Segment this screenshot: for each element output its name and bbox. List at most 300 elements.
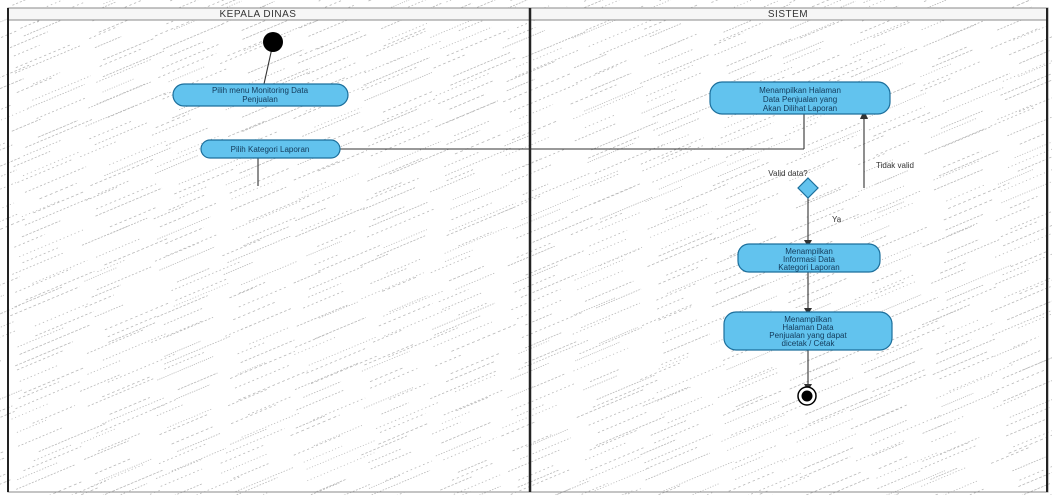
texture-stroke: [1011, 251, 1049, 267]
texture-stroke: [658, 134, 690, 147]
texture-stroke: [876, 141, 909, 155]
texture-stroke: [1007, 408, 1050, 426]
texture-stroke: [924, 25, 977, 47]
texture-stroke: [160, 415, 208, 435]
texture-stroke: [875, 471, 945, 495]
texture-stroke: [575, 342, 620, 361]
texture-stroke: [16, 465, 75, 490]
texture-stroke: [362, 273, 424, 299]
texture-stroke: [389, 23, 427, 39]
texture-stroke: [363, 109, 418, 132]
texture-stroke: [653, 90, 717, 117]
texture-stroke: [663, 65, 692, 77]
texture-stroke: [318, 245, 382, 272]
texture-stroke: [512, 121, 557, 140]
texture-stroke: [997, 105, 1031, 119]
texture-stroke: [854, 191, 920, 219]
texture-stroke: [296, 390, 344, 410]
texture-stroke: [444, 390, 503, 415]
texture-stroke: [933, 352, 988, 375]
texture-stroke: [302, 209, 353, 231]
end-node-core: [802, 391, 813, 402]
texture-stroke: [17, 420, 46, 432]
texture-stroke: [233, 302, 276, 320]
texture-stroke: [1020, 133, 1046, 144]
texture-stroke: [571, 212, 625, 235]
texture-stroke: [449, 203, 515, 231]
texture-stroke: [377, 236, 425, 256]
texture-stroke: [585, 281, 633, 301]
texture-stroke: [108, 316, 157, 337]
texture-stroke: [363, 188, 416, 210]
texture-stroke: [657, 387, 690, 401]
texture-stroke: [302, 112, 360, 136]
texture-stroke: [736, 395, 763, 407]
texture-stroke: [992, 370, 1046, 393]
texture-stroke: [450, 58, 515, 85]
activity-a5-line-4: dicetak / Cetak: [781, 339, 835, 348]
texture-stroke: [713, 162, 769, 186]
activity-a3-line-3: Akan Dilihat Laporan: [762, 104, 838, 113]
texture-stroke: [581, 303, 640, 328]
texture-stroke: [85, 295, 114, 307]
texture-stroke: [714, 33, 743, 45]
texture-stroke: [159, 247, 214, 270]
texture-stroke: [17, 78, 52, 93]
texture-stroke: [235, 365, 290, 388]
texture-stroke: [599, 327, 638, 343]
texture-stroke: [656, 283, 696, 300]
texture-stroke: [98, 433, 141, 451]
texture-stroke: [309, 337, 377, 365]
texture-stroke: [574, 298, 615, 315]
texture-stroke: [34, 488, 97, 495]
texture-stroke: [241, 309, 291, 330]
texture-stroke: [360, 254, 388, 266]
texture-stroke: [943, 481, 978, 495]
texture-stroke: [599, 213, 640, 230]
texture-stroke: [585, 443, 625, 460]
texture-stroke: [657, 364, 727, 393]
texture-stroke: [598, 412, 646, 432]
texture-stroke: [647, 89, 678, 102]
texture-stroke: [309, 266, 364, 289]
texture-stroke: [25, 119, 92, 147]
texture-stroke: [164, 308, 203, 325]
texture-stroke: [0, 109, 28, 136]
texture-stroke: [510, 84, 578, 112]
texture-stroke: [296, 416, 325, 428]
texture-stroke: [291, 415, 340, 436]
texture-stroke: [511, 0, 552, 1]
texture-stroke: [306, 348, 366, 373]
activity-a1-line-1: Pilih menu Monitoring Data: [211, 86, 309, 95]
texture-stroke: [16, 382, 80, 409]
texture-stroke: [229, 287, 254, 298]
texture-stroke: [366, 31, 425, 56]
texture-stroke: [19, 229, 85, 257]
texture-stroke: [82, 226, 128, 245]
texture-stroke: [921, 112, 948, 123]
texture-stroke: [435, 101, 498, 127]
texture-stroke: [18, 328, 64, 347]
texture-stroke: [221, 453, 268, 473]
texture-stroke: [382, 277, 417, 292]
texture-stroke: [386, 461, 432, 481]
texture-stroke: [571, 184, 640, 213]
texture-stroke: [388, 328, 457, 357]
texture-stroke: [445, 227, 509, 254]
texture-stroke: [596, 289, 641, 308]
texture-stroke: [527, 429, 569, 447]
texture-stroke: [238, 342, 266, 354]
activity-a5-line-3: Penjualan yang dapat: [769, 331, 847, 340]
texture-stroke: [18, 427, 63, 446]
texture-stroke: [163, 24, 223, 49]
texture-stroke: [295, 208, 364, 237]
texture-stroke: [88, 379, 154, 407]
texture-stroke: [432, 303, 495, 329]
texture-stroke: [591, 447, 645, 470]
texture-stroke: [15, 45, 82, 73]
swimlane-frame: [8, 8, 1048, 492]
texture-stroke: [35, 303, 90, 326]
texture-stroke: [446, 0, 482, 2]
texture-stroke: [102, 398, 163, 424]
texture-stroke: [573, 318, 611, 334]
texture-stroke: [1013, 25, 1048, 40]
texture-stroke: [640, 55, 709, 84]
texture-stroke: [368, 119, 432, 146]
texture-stroke: [646, 447, 698, 469]
texture-stroke: [661, 397, 702, 414]
texture-stroke: [242, 102, 311, 131]
texture-stroke: [110, 207, 158, 227]
texture-stroke: [84, 441, 129, 460]
texture-stroke: [295, 363, 358, 390]
texture-stroke: [941, 111, 983, 129]
texture-stroke: [992, 306, 1052, 335]
activity-a3-line-1: Menampilkan Halaman: [759, 86, 841, 95]
texture-stroke: [375, 182, 403, 194]
texture-stroke: [233, 201, 302, 230]
texture-stroke: [589, 230, 627, 246]
texture-stroke: [519, 341, 550, 354]
texture-stroke: [932, 50, 973, 67]
decision-d1-label: Valid data?: [768, 169, 808, 178]
texture-stroke: [384, 28, 426, 46]
texture-stroke: [89, 121, 133, 139]
texture-stroke: [735, 458, 786, 479]
activity-a4: [738, 244, 880, 272]
texture-stroke: [641, 138, 704, 164]
texture-stroke: [0, 235, 1, 255]
texture-stroke: [991, 29, 1038, 49]
texture-stroke: [103, 79, 134, 92]
activity-a2: [201, 140, 340, 158]
texture-stroke: [440, 477, 471, 490]
texture-stroke: [1009, 35, 1052, 55]
texture-stroke: [174, 169, 234, 194]
texture-stroke: [34, 192, 84, 213]
texture-stroke: [24, 140, 61, 156]
edge-label-tidak: Tidak valid: [876, 161, 914, 170]
texture-stroke: [35, 312, 93, 336]
texture-stroke: [727, 39, 793, 67]
texture-stroke: [452, 203, 492, 220]
texture-stroke: [91, 464, 145, 487]
texture-stroke: [382, 403, 409, 414]
texture-stroke: [1003, 372, 1052, 401]
texture-stroke: [589, 18, 658, 47]
texture-stroke: [434, 316, 481, 336]
texture-stroke: [931, 269, 965, 283]
texture-stroke: [727, 138, 791, 165]
texture-stroke: [25, 198, 90, 225]
texture-stroke: [1003, 251, 1052, 275]
texture-stroke: [654, 424, 699, 443]
texture-stroke: [364, 58, 430, 86]
texture-stroke: [990, 107, 1035, 126]
texture-stroke: [648, 204, 707, 229]
texture-stroke: [996, 206, 1031, 221]
texture-stroke: [81, 429, 115, 443]
texture-stroke: [176, 279, 227, 300]
texture-stroke: [314, 425, 363, 446]
texture-stroke: [458, 460, 487, 472]
texture-stroke: [873, 443, 903, 456]
texture-stroke: [445, 148, 511, 176]
texture-stroke: [921, 64, 952, 77]
texture-stroke: [34, 445, 71, 461]
texture-stroke: [164, 336, 231, 364]
texture-stroke: [238, 363, 265, 375]
texture-stroke: [39, 423, 107, 451]
texture-stroke: [300, 45, 325, 56]
texture-stroke: [249, 328, 288, 344]
texture-stroke: [365, 73, 432, 101]
texture-stroke: [455, 134, 503, 154]
texture-stroke: [658, 118, 699, 135]
texture-stroke: [37, 98, 87, 119]
texture-stroke: [32, 76, 90, 101]
texture-stroke: [921, 445, 977, 469]
texture-stroke: [998, 170, 1033, 185]
texture-stroke: [226, 174, 253, 185]
texture-stroke: [80, 375, 120, 392]
texture-stroke: [454, 121, 490, 136]
texture-stroke: [520, 105, 554, 119]
texture-stroke: [221, 445, 265, 464]
texture-stroke: [575, 259, 625, 280]
texture-stroke: [452, 463, 494, 481]
texture-stroke: [663, 316, 727, 343]
texture-stroke: [588, 137, 639, 158]
texture-stroke: [152, 399, 177, 410]
texture-stroke: [591, 122, 658, 150]
texture-stroke: [447, 170, 474, 181]
texture-stroke: [371, 452, 412, 469]
activity-a4-line-1: Menampilkan: [785, 247, 833, 256]
texture-stroke: [299, 173, 360, 199]
texture-stroke: [921, 468, 965, 487]
texture-stroke: [308, 283, 341, 297]
texture-stroke: [38, 481, 106, 495]
texture-stroke: [154, 206, 184, 219]
texture-stroke: [513, 265, 559, 284]
texture-stroke: [1010, 196, 1038, 208]
texture-stroke: [362, 67, 417, 90]
texture-stroke: [930, 468, 957, 479]
texture-stroke: [726, 137, 774, 157]
texture-stroke: [95, 459, 131, 474]
texture-stroke: [161, 469, 202, 486]
texture-stroke: [924, 62, 980, 86]
texture-stroke: [0, 145, 12, 172]
texture-stroke: [295, 208, 325, 221]
texture-stroke: [879, 456, 909, 469]
texture-stroke: [294, 435, 343, 456]
texture-stroke: [248, 218, 295, 238]
texture-stroke: [0, 458, 5, 482]
texture-stroke: [24, 368, 84, 393]
texture-stroke: [729, 55, 773, 74]
texture-stroke: [230, 351, 295, 378]
texture-stroke: [640, 363, 679, 380]
texture-stroke: [1006, 420, 1045, 436]
texture-stroke: [166, 128, 208, 146]
texture-stroke: [861, 374, 927, 402]
texture-stroke: [923, 225, 974, 247]
texture-stroke: [103, 38, 154, 60]
texture-stroke: [20, 366, 58, 382]
texture-stroke: [641, 440, 677, 455]
texture-stroke: [942, 393, 974, 406]
texture-stroke: [95, 305, 124, 317]
texture-stroke: [644, 434, 713, 463]
texture-stroke: [575, 124, 616, 141]
texture-stroke: [242, 413, 300, 437]
texture-stroke: [22, 221, 60, 237]
texture-stroke: [581, 247, 642, 273]
texture-stroke: [595, 60, 628, 74]
texture-stroke: [24, 447, 82, 471]
texture-stroke: [15, 342, 72, 366]
texture-stroke: [108, 354, 175, 382]
texture-stroke: [156, 114, 189, 128]
texture-stroke: [511, 289, 560, 310]
texture-stroke: [937, 287, 996, 312]
texture-stroke: [1003, 54, 1052, 81]
texture-stroke: [169, 195, 205, 210]
texture-stroke: [0, 390, 22, 416]
texture-stroke: [529, 217, 593, 244]
texture-stroke: [160, 203, 216, 227]
texture-stroke: [940, 262, 967, 274]
texture-stroke: [248, 396, 292, 414]
texture-stroke: [304, 446, 342, 462]
texture-stroke: [946, 320, 979, 334]
texture-stroke: [92, 285, 121, 297]
texture-stroke: [786, 411, 846, 436]
texture-stroke: [1001, 72, 1052, 96]
texture-stroke: [807, 195, 859, 217]
texture-stroke: [712, 123, 774, 149]
texture-stroke: [0, 277, 20, 300]
texture-stroke: [659, 357, 689, 370]
texture-stroke: [10, 287, 79, 316]
texture-stroke: [228, 121, 265, 137]
texture-stroke: [936, 374, 994, 398]
texture-stroke: [666, 258, 708, 276]
texture-stroke: [104, 147, 171, 175]
texture-stroke: [97, 267, 151, 290]
texture-stroke: [367, 208, 435, 237]
texture-stroke: [645, 39, 687, 57]
texture-stroke: [733, 275, 788, 298]
texture-stroke: [577, 270, 624, 290]
texture-stroke: [873, 22, 909, 37]
texture-stroke: [169, 67, 206, 82]
texture-stroke: [1005, 74, 1052, 100]
texture-stroke: [947, 285, 983, 300]
texture-stroke: [802, 348, 867, 375]
lane-title-left: KEPALA DINAS: [219, 9, 297, 20]
texture-stroke: [1007, 294, 1052, 320]
texture-stroke: [1017, 484, 1050, 495]
texture-stroke: [165, 228, 204, 244]
texture-stroke: [870, 420, 907, 436]
texture-stroke: [302, 181, 328, 192]
texture-stroke: [0, 0, 4, 1]
texture-stroke: [33, 73, 60, 84]
texture-stroke: [924, 0, 982, 2]
texture-stroke: [14, 151, 50, 166]
texture-stroke: [380, 414, 425, 433]
texture-stroke: [571, 483, 608, 495]
texture-stroke: [943, 151, 982, 167]
texture-stroke: [945, 323, 995, 344]
texture-stroke: [239, 282, 265, 293]
texture-stroke: [668, 404, 713, 423]
texture-stroke: [503, 73, 571, 102]
texture-stroke: [95, 37, 121, 48]
texture-stroke: [16, 45, 71, 68]
texture-stroke: [441, 422, 491, 443]
texture-stroke: [943, 73, 1010, 101]
texture-stroke: [1007, 115, 1052, 135]
texture-stroke: [307, 57, 348, 74]
texture-stroke: [155, 243, 199, 261]
texture-stroke: [451, 353, 502, 374]
texture-stroke: [875, 362, 915, 379]
texture-stroke: [17, 160, 71, 183]
texture-stroke: [177, 433, 221, 451]
texture-stroke: [0, 452, 4, 470]
texture-stroke: [642, 99, 675, 113]
texture-stroke: [368, 0, 423, 1]
texture-stroke: [1010, 393, 1052, 418]
texture-stroke: [851, 49, 918, 77]
texture-stroke: [0, 306, 20, 330]
texture-stroke: [736, 446, 777, 463]
texture-stroke: [805, 433, 858, 455]
texture-stroke: [936, 340, 971, 355]
texture-stroke: [653, 107, 710, 131]
texture-stroke: [378, 423, 428, 444]
texture-stroke: [103, 51, 164, 77]
texture-stroke: [727, 425, 788, 451]
